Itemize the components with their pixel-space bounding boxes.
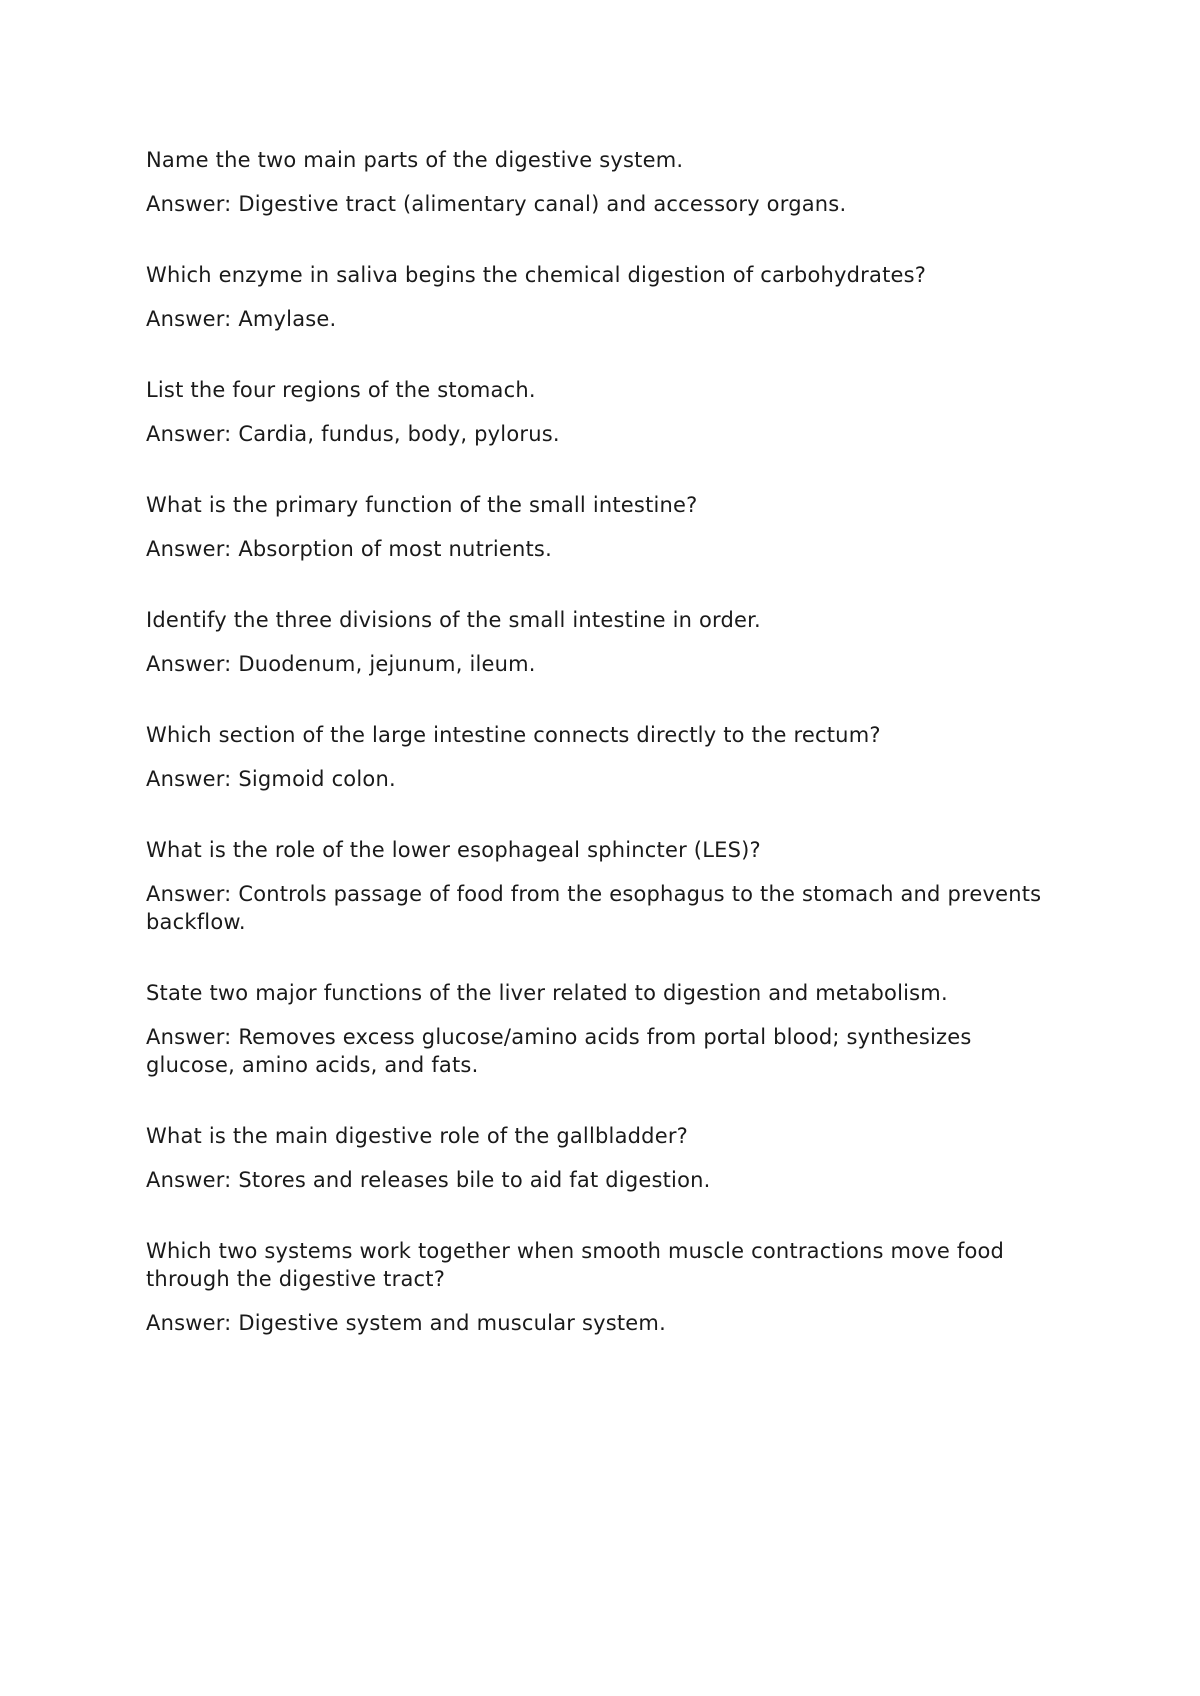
qa-item (146, 721, 1056, 793)
question-text: Which two systems work together when smooth muscle contractions move food through the digestive tract? (146, 1239, 1005, 1291)
qa-item (146, 261, 1056, 333)
question-text: Which enzyme in saliva begins the chemical digestion of carbohydrates? (146, 263, 927, 287)
question-text: What is the role of the lower esophageal sphincter (LES)? (146, 838, 761, 862)
question-text: Name the two main parts of the digestive system. (146, 148, 684, 172)
answer-text: Answer: Duodenum, jejunum, ileum. (146, 652, 536, 676)
qa-item (146, 1122, 1056, 1194)
answer-text: Answer: Removes excess glucose/amino acids from portal blood; synthesizes glucose, amino acids, and fats. (146, 1025, 972, 1077)
qa-list (146, 146, 1056, 1380)
qa-item (146, 146, 1056, 218)
question-text: List the four regions of the stomach. (146, 378, 536, 402)
qa-item (146, 606, 1056, 678)
qa-item (146, 376, 1056, 448)
answer-text: Answer: Digestive system and muscular system. (146, 1311, 666, 1335)
question-text: State two major functions of the liver related to digestion and metabolism. (146, 981, 948, 1005)
answer-text: Answer: Controls passage of food from the esophagus to the stomach and prevents backflow. (146, 882, 1042, 934)
answer-text: Answer: Cardia, fundus, body, pylorus. (146, 422, 560, 446)
question-text: What is the primary function of the small intestine? (146, 493, 698, 517)
qa-item (146, 491, 1056, 563)
qa-item (146, 1237, 1056, 1337)
answer-text: Answer: Digestive tract (alimentary canal) and accessory organs. (146, 192, 847, 216)
answer-text: Answer: Amylase. (146, 307, 337, 331)
question-text: Which section of the large intestine connects directly to the rectum? (146, 723, 881, 747)
qa-item (146, 836, 1056, 936)
question-text: Identify the three divisions of the small intestine in order. (146, 608, 761, 632)
answer-text: Answer: Stores and releases bile to aid fat digestion. (146, 1168, 711, 1192)
qa-item (146, 979, 1056, 1079)
answer-text: Answer: Absorption of most nutrients. (146, 537, 552, 561)
question-text: What is the main digestive role of the gallbladder? (146, 1124, 688, 1148)
answer-text: Answer: Sigmoid colon. (146, 767, 396, 791)
